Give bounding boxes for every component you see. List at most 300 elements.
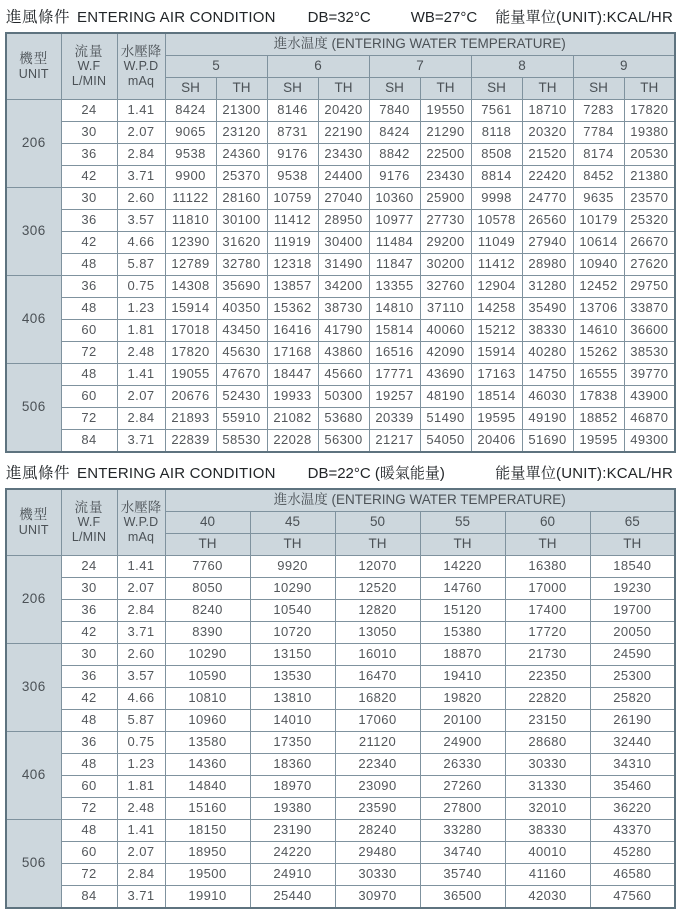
- value-cell: 24900: [420, 732, 505, 754]
- value-cell: 27620: [624, 254, 675, 276]
- table-row: [6, 600, 675, 622]
- value-cell: 20320: [522, 122, 573, 144]
- pressure-cell: 5.87: [117, 254, 165, 276]
- value-cell: 9176: [369, 166, 420, 188]
- pressure-cell: 1.41: [117, 100, 165, 122]
- table-row: [6, 864, 675, 886]
- table-row: [6, 820, 675, 842]
- value-cell: 21300: [216, 100, 267, 122]
- value-cell: 17838: [573, 386, 624, 408]
- value-cell: 11810: [165, 210, 216, 232]
- value-cell: 46580: [590, 864, 675, 886]
- table2-title-condition-en: ENTERING AIR CONDITION: [77, 465, 276, 482]
- flow-cell: 36: [61, 666, 117, 688]
- value-cell: 17350: [250, 732, 335, 754]
- value-cell: 19595: [471, 408, 522, 430]
- value-cell: 15380: [420, 622, 505, 644]
- value-cell: 11122: [165, 188, 216, 210]
- value-cell: 8146: [267, 100, 318, 122]
- value-cell: 43860: [318, 342, 369, 364]
- value-cell: 30970: [335, 886, 420, 909]
- value-cell: 15160: [165, 798, 250, 820]
- value-cell: 13857: [267, 276, 318, 298]
- value-cell: 11847: [369, 254, 420, 276]
- pressure-cell: 3.71: [117, 886, 165, 909]
- value-cell: 51690: [522, 430, 573, 453]
- value-cell: 25320: [624, 210, 675, 232]
- value-cell: 25900: [420, 188, 471, 210]
- value-cell: 25370: [216, 166, 267, 188]
- value-cell: 12820: [335, 600, 420, 622]
- value-cell: 17820: [624, 100, 675, 122]
- value-cell: 19910: [165, 886, 250, 909]
- value-cell: 24220: [250, 842, 335, 864]
- pressure-cell: 2.84: [117, 600, 165, 622]
- value-cell: 26190: [590, 710, 675, 732]
- value-cell: 28160: [216, 188, 267, 210]
- subcol-header: TH: [250, 534, 335, 556]
- flow-cell: 36: [61, 210, 117, 232]
- pressure-cell: 1.23: [117, 754, 165, 776]
- value-cell: 13580: [165, 732, 250, 754]
- value-cell: 16010: [335, 644, 420, 666]
- value-cell: 41790: [318, 320, 369, 342]
- table-row: [6, 144, 675, 166]
- table-row: [6, 644, 675, 666]
- value-cell: 10290: [165, 644, 250, 666]
- value-cell: 22820: [505, 688, 590, 710]
- pressure-cell: 2.48: [117, 798, 165, 820]
- table-row: [6, 710, 675, 732]
- header-flow: 流量 W.F L/MIN: [61, 489, 117, 556]
- value-cell: 24400: [318, 166, 369, 188]
- flow-cell: 72: [61, 798, 117, 820]
- value-cell: 18360: [250, 754, 335, 776]
- value-cell: 13355: [369, 276, 420, 298]
- value-cell: 28240: [335, 820, 420, 842]
- header-pressure: 水壓降 W.P.D mAq: [117, 33, 165, 100]
- temp-col-header: 9: [573, 56, 675, 78]
- value-cell: 19230: [590, 578, 675, 600]
- flow-cell: 60: [61, 386, 117, 408]
- flow-cell: 84: [61, 430, 117, 453]
- value-cell: 22839: [165, 430, 216, 453]
- value-cell: 7784: [573, 122, 624, 144]
- temp-col-header: 8: [471, 56, 573, 78]
- value-cell: 9176: [267, 144, 318, 166]
- header-pressure: 水壓降 W.P.D mAq: [117, 489, 165, 556]
- flow-cell: 30: [61, 188, 117, 210]
- value-cell: 23430: [420, 166, 471, 188]
- value-cell: 20676: [165, 386, 216, 408]
- pressure-cell: 2.60: [117, 644, 165, 666]
- value-cell: 18447: [267, 364, 318, 386]
- model-cell: 506: [6, 820, 61, 909]
- table1-title-condition-en: ENTERING AIR CONDITION: [77, 9, 276, 26]
- value-cell: 9920: [250, 556, 335, 578]
- value-cell: 20530: [624, 144, 675, 166]
- spec-table: [5, 32, 676, 453]
- value-cell: 35460: [590, 776, 675, 798]
- value-cell: 49300: [624, 430, 675, 453]
- value-cell: 32780: [216, 254, 267, 276]
- pressure-cell: 2.07: [117, 842, 165, 864]
- pressure-cell: 2.48: [117, 342, 165, 364]
- value-cell: 30330: [505, 754, 590, 776]
- value-cell: 14760: [420, 578, 505, 600]
- value-cell: 48190: [420, 386, 471, 408]
- value-cell: 15262: [573, 342, 624, 364]
- value-cell: 41160: [505, 864, 590, 886]
- value-cell: 22340: [335, 754, 420, 776]
- subcol-header: SH: [573, 78, 624, 100]
- value-cell: 17820: [165, 342, 216, 364]
- value-cell: 10290: [250, 578, 335, 600]
- value-cell: 43450: [216, 320, 267, 342]
- value-cell: 9998: [471, 188, 522, 210]
- value-cell: 22190: [318, 122, 369, 144]
- value-cell: 14258: [471, 298, 522, 320]
- value-cell: 19257: [369, 386, 420, 408]
- value-cell: 21217: [369, 430, 420, 453]
- value-cell: 22350: [505, 666, 590, 688]
- flow-cell: 84: [61, 886, 117, 909]
- table-row: [6, 622, 675, 644]
- value-cell: 30100: [216, 210, 267, 232]
- value-cell: 40010: [505, 842, 590, 864]
- table1-title-db: DB=32°C: [307, 9, 371, 26]
- value-cell: 28950: [318, 210, 369, 232]
- value-cell: 8174: [573, 144, 624, 166]
- header-row-1: [6, 489, 675, 512]
- value-cell: 25820: [590, 688, 675, 710]
- flow-cell: 42: [61, 232, 117, 254]
- subcol-header: SH: [165, 78, 216, 100]
- value-cell: 11049: [471, 232, 522, 254]
- value-cell: 9065: [165, 122, 216, 144]
- value-cell: 50300: [318, 386, 369, 408]
- subcol-header: TH: [590, 534, 675, 556]
- value-cell: 21730: [505, 644, 590, 666]
- pressure-cell: 2.60: [117, 188, 165, 210]
- table-row: [6, 276, 675, 298]
- table-row: [6, 100, 675, 122]
- model-cell: 306: [6, 644, 61, 732]
- header-flow: 流量 W.F L/MIN: [61, 33, 117, 100]
- value-cell: 8424: [369, 122, 420, 144]
- value-cell: 38530: [624, 342, 675, 364]
- value-cell: 35740: [420, 864, 505, 886]
- table2-title-db: DB=22°C (暖氣能量): [307, 465, 445, 482]
- value-cell: 8842: [369, 144, 420, 166]
- flow-cell: 48: [61, 710, 117, 732]
- value-cell: 12070: [335, 556, 420, 578]
- value-cell: 45660: [318, 364, 369, 386]
- value-cell: 21082: [267, 408, 318, 430]
- value-cell: 27040: [318, 188, 369, 210]
- flow-cell: 48: [61, 364, 117, 386]
- value-cell: 10759: [267, 188, 318, 210]
- value-cell: 18514: [471, 386, 522, 408]
- value-cell: 32760: [420, 276, 471, 298]
- value-cell: 34740: [420, 842, 505, 864]
- model-cell: 406: [6, 276, 61, 364]
- value-cell: 37110: [420, 298, 471, 320]
- value-cell: 8814: [471, 166, 522, 188]
- value-cell: 23570: [624, 188, 675, 210]
- value-cell: 23430: [318, 144, 369, 166]
- value-cell: 10179: [573, 210, 624, 232]
- value-cell: 7283: [573, 100, 624, 122]
- value-cell: 10360: [369, 188, 420, 210]
- model-cell: 306: [6, 188, 61, 276]
- value-cell: 17771: [369, 364, 420, 386]
- subcol-header: SH: [369, 78, 420, 100]
- pressure-cell: 4.66: [117, 688, 165, 710]
- flow-cell: 24: [61, 556, 117, 578]
- table2-title-condition-zh: 進風條件: [6, 465, 71, 482]
- value-cell: 8240: [165, 600, 250, 622]
- value-cell: 31330: [505, 776, 590, 798]
- subcol-header: TH: [335, 534, 420, 556]
- value-cell: 55910: [216, 408, 267, 430]
- value-cell: 28980: [522, 254, 573, 276]
- value-cell: 11919: [267, 232, 318, 254]
- capacity-table-heating: [5, 488, 675, 909]
- pressure-cell: 2.07: [117, 578, 165, 600]
- pressure-cell: 3.71: [117, 166, 165, 188]
- value-cell: 21290: [420, 122, 471, 144]
- value-cell: 22500: [420, 144, 471, 166]
- value-cell: 11412: [267, 210, 318, 232]
- pressure-cell: 2.07: [117, 386, 165, 408]
- pressure-cell: 3.57: [117, 666, 165, 688]
- value-cell: 39770: [624, 364, 675, 386]
- value-cell: 22420: [522, 166, 573, 188]
- flow-cell: 48: [61, 254, 117, 276]
- value-cell: 7561: [471, 100, 522, 122]
- flow-cell: 72: [61, 408, 117, 430]
- value-cell: 42030: [505, 886, 590, 909]
- value-cell: 13530: [250, 666, 335, 688]
- value-cell: 19500: [165, 864, 250, 886]
- value-cell: 27260: [420, 776, 505, 798]
- value-cell: 12390: [165, 232, 216, 254]
- value-cell: 43900: [624, 386, 675, 408]
- table1-title-wb: WB=27°C: [410, 9, 478, 26]
- pressure-cell: 3.71: [117, 430, 165, 453]
- table1-title-condition-zh: 進風條件: [6, 9, 71, 26]
- subcol-header: TH: [216, 78, 267, 100]
- value-cell: 19933: [267, 386, 318, 408]
- table2-title: [6, 461, 673, 485]
- value-cell: 27800: [420, 798, 505, 820]
- value-cell: 13150: [250, 644, 335, 666]
- value-cell: 36600: [624, 320, 675, 342]
- table-row: [6, 364, 675, 386]
- value-cell: 14750: [522, 364, 573, 386]
- pressure-cell: 5.87: [117, 710, 165, 732]
- table-row: [6, 342, 675, 364]
- spec-table: [5, 488, 676, 909]
- flow-cell: 42: [61, 622, 117, 644]
- value-cell: 10590: [165, 666, 250, 688]
- value-cell: 14840: [165, 776, 250, 798]
- pressure-cell: 0.75: [117, 732, 165, 754]
- table-row: [6, 254, 675, 276]
- value-cell: 9538: [165, 144, 216, 166]
- value-cell: 18710: [522, 100, 573, 122]
- value-cell: 15212: [471, 320, 522, 342]
- flow-cell: 36: [61, 276, 117, 298]
- value-cell: 17060: [335, 710, 420, 732]
- header-model: 機型 UNIT: [6, 489, 61, 556]
- subcol-header: TH: [420, 534, 505, 556]
- value-cell: 27730: [420, 210, 471, 232]
- value-cell: 14220: [420, 556, 505, 578]
- flow-cell: 60: [61, 842, 117, 864]
- value-cell: 33280: [420, 820, 505, 842]
- model-cell: 506: [6, 364, 61, 453]
- value-cell: 35490: [522, 298, 573, 320]
- value-cell: 23120: [216, 122, 267, 144]
- temp-col-header: 40: [165, 512, 250, 534]
- temp-col-header: 7: [369, 56, 471, 78]
- pressure-cell: 3.71: [117, 622, 165, 644]
- value-cell: 29480: [335, 842, 420, 864]
- value-cell: 17168: [267, 342, 318, 364]
- value-cell: 13706: [573, 298, 624, 320]
- value-cell: 26560: [522, 210, 573, 232]
- value-cell: 20100: [420, 710, 505, 732]
- flow-cell: 72: [61, 864, 117, 886]
- value-cell: 40350: [216, 298, 267, 320]
- table-row: [6, 166, 675, 188]
- temp-col-header: 50: [335, 512, 420, 534]
- value-cell: 21893: [165, 408, 216, 430]
- value-cell: 15120: [420, 600, 505, 622]
- value-cell: 21120: [335, 732, 420, 754]
- value-cell: 30400: [318, 232, 369, 254]
- value-cell: 45280: [590, 842, 675, 864]
- table-row: [6, 688, 675, 710]
- value-cell: 31490: [318, 254, 369, 276]
- temp-col-header: 6: [267, 56, 369, 78]
- value-cell: 19410: [420, 666, 505, 688]
- value-cell: 10578: [471, 210, 522, 232]
- value-cell: 26330: [420, 754, 505, 776]
- header-model: 機型 UNIT: [6, 33, 61, 100]
- value-cell: 30330: [335, 864, 420, 886]
- subcol-header: TH: [420, 78, 471, 100]
- flow-cell: 48: [61, 298, 117, 320]
- pressure-cell: 2.07: [117, 122, 165, 144]
- flow-cell: 60: [61, 776, 117, 798]
- value-cell: 10940: [573, 254, 624, 276]
- value-cell: 9635: [573, 188, 624, 210]
- value-cell: 38730: [318, 298, 369, 320]
- value-cell: 17163: [471, 364, 522, 386]
- value-cell: 14360: [165, 754, 250, 776]
- table-row: [6, 408, 675, 430]
- subcol-header: TH: [505, 534, 590, 556]
- value-cell: 22028: [267, 430, 318, 453]
- value-cell: 26670: [624, 232, 675, 254]
- value-cell: 13050: [335, 622, 420, 644]
- subcol-header: TH: [165, 534, 250, 556]
- value-cell: 19595: [573, 430, 624, 453]
- table-row: [6, 320, 675, 342]
- pressure-cell: 3.57: [117, 210, 165, 232]
- value-cell: 34310: [590, 754, 675, 776]
- value-cell: 19380: [624, 122, 675, 144]
- value-cell: 8424: [165, 100, 216, 122]
- table-row: [6, 776, 675, 798]
- flow-cell: 42: [61, 166, 117, 188]
- value-cell: 47670: [216, 364, 267, 386]
- value-cell: 12318: [267, 254, 318, 276]
- value-cell: 36220: [590, 798, 675, 820]
- value-cell: 19380: [250, 798, 335, 820]
- flow-cell: 48: [61, 754, 117, 776]
- table1-title: [6, 5, 673, 29]
- value-cell: 7760: [165, 556, 250, 578]
- value-cell: 25440: [250, 886, 335, 909]
- temp-col-header: 65: [590, 512, 675, 534]
- table-row: [6, 232, 675, 254]
- model-cell: 406: [6, 732, 61, 820]
- value-cell: 12520: [335, 578, 420, 600]
- table-row: [6, 188, 675, 210]
- value-cell: 21520: [522, 144, 573, 166]
- value-cell: 16416: [267, 320, 318, 342]
- value-cell: 47560: [590, 886, 675, 909]
- value-cell: 45630: [216, 342, 267, 364]
- value-cell: 14010: [250, 710, 335, 732]
- value-cell: 30200: [420, 254, 471, 276]
- flow-cell: 36: [61, 600, 117, 622]
- table-row: [6, 386, 675, 408]
- value-cell: 10960: [165, 710, 250, 732]
- header-row-1: [6, 33, 675, 56]
- pressure-cell: 2.84: [117, 144, 165, 166]
- value-cell: 18150: [165, 820, 250, 842]
- subcol-header: TH: [318, 78, 369, 100]
- value-cell: 20406: [471, 430, 522, 453]
- value-cell: 20420: [318, 100, 369, 122]
- value-cell: 11484: [369, 232, 420, 254]
- value-cell: 16555: [573, 364, 624, 386]
- table-row: [6, 732, 675, 754]
- value-cell: 18540: [590, 556, 675, 578]
- flow-cell: 48: [61, 820, 117, 842]
- value-cell: 19550: [420, 100, 471, 122]
- value-cell: 8508: [471, 144, 522, 166]
- value-cell: 19820: [420, 688, 505, 710]
- value-cell: 43690: [420, 364, 471, 386]
- flow-cell: 36: [61, 144, 117, 166]
- value-cell: 25300: [590, 666, 675, 688]
- pressure-cell: 2.84: [117, 864, 165, 886]
- value-cell: 10614: [573, 232, 624, 254]
- value-cell: 18870: [420, 644, 505, 666]
- flow-cell: 24: [61, 100, 117, 122]
- table-row: [6, 842, 675, 864]
- value-cell: 14308: [165, 276, 216, 298]
- value-cell: 29750: [624, 276, 675, 298]
- value-cell: 20339: [369, 408, 420, 430]
- value-cell: 24590: [590, 644, 675, 666]
